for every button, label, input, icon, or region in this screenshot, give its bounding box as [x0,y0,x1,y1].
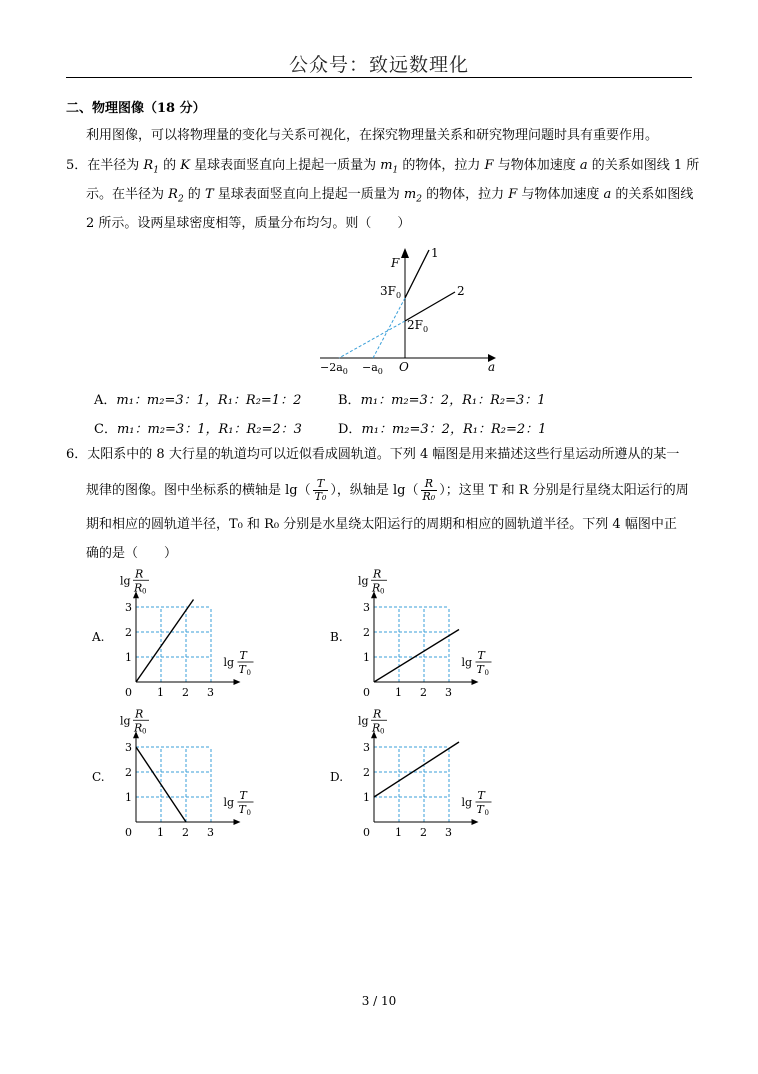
graph-data-line [374,630,459,683]
y-tick-label: 2 [363,766,370,779]
graph-option-letter: A. [92,630,105,644]
q5-option-a[interactable]: A．m₁：m₂=3：1，R₁：R₂=1：2 [94,393,302,408]
q5-dashed-line-1 [373,298,405,358]
x-axis-numerator: T [477,789,485,802]
x-axis-denominator-sub: 0 [246,669,251,677]
section-title: 二、物理图像（18 分） [66,101,206,116]
x-axis-denominator-sub: 0 [484,669,489,677]
y-axis-numerator: R [373,707,382,721]
x-axis-numerator: T [239,649,247,662]
q5-y-arrow [401,248,409,258]
x-axis-lg-label: lg [223,656,235,669]
q6-line-1: 6．太阳系中的 8 大行星的轨道均可以近似看成圆轨道。下列 4 幅图是用来描述这些行星运动所遵从的某一 [66,447,680,462]
y-axis-numerator: R [135,707,144,721]
y-axis-numerator: R [135,567,144,581]
y-axis-denominator-sub: 0 [380,727,385,736]
y-tick-label: 1 [363,651,370,664]
y-tick-label: 2 [125,626,132,639]
page-header-title: 公众号：致远数理化 [288,54,469,76]
q6-graph-a[interactable] [88,567,278,703]
intro-paragraph: 利用图像，可以将物理量的变化与关系可视化，在探究物理量关系和研究物理问题时具有重要作用。 [86,128,659,143]
x-axis-lg-label: lg [461,656,473,669]
graph-option-letter: C. [92,770,105,784]
y-axis-denominator-sub: 0 [380,587,385,596]
y-axis-numerator: R [373,567,382,581]
x-axis-denominator: T [476,663,484,676]
y-axis-lg-label: lg [358,714,369,728]
y-tick-label: 1 [363,791,370,804]
y-axis-lg-label: lg [120,714,131,728]
y-tick-label: 1 [125,651,132,664]
x-axis-lg-label: lg [461,796,473,809]
graph-option-letter: D. [330,770,344,784]
x-axis-numerator: T [477,649,485,662]
x-axis-denominator: T [238,663,246,676]
x-axis-denominator-sub: 0 [246,809,251,817]
x-axis-denominator: T [476,803,484,816]
y-axis-denominator: R [372,581,381,595]
y-tick-label: 3 [363,741,370,754]
x-axis-arrow [234,819,241,825]
y-tick-label: 2 [363,626,370,639]
q5-option-c[interactable]: C．m₁：m₂=3：1，R₁：R₂=2：3 [94,422,302,437]
x-axis-denominator: T [238,803,246,816]
x-tick-label: 0 [125,826,132,839]
y-axis-denominator: R [134,581,143,595]
x-tick-label: 3 [445,686,452,699]
x-tick-label: 2 [182,686,189,699]
graph-data-line [136,600,194,683]
x-tick-label: 1 [157,686,164,699]
q6-graph-b[interactable] [326,567,516,703]
q6-line-3: 期和相应的圆轨道半径，T₀ 和 R₀ 分别是水星绕太阳运行的周期和相应的圆轨道半径。下列 4 幅图中正 [86,517,677,532]
x-tick-label: 3 [207,826,214,839]
q5-force-acceleration-graph [310,240,500,380]
q6-number: 6． [66,447,88,462]
header-divider [66,77,692,78]
x-axis-numerator: T [239,789,247,802]
q5-line-3: 2 所示。设两星球密度相等，质量分布均匀。则（ ） [86,216,411,231]
y-tick-label: 3 [125,601,132,614]
y-axis-denominator-sub: 0 [142,587,147,596]
y-tick-label: 3 [125,741,132,754]
x-tick-label: 1 [157,826,164,839]
y-tick-label: 3 [363,601,370,614]
q6-graph-d[interactable] [326,707,516,843]
x-tick-label: 2 [420,826,427,839]
page-number: 3 / 10 [361,994,397,1008]
q5-y-label: F [391,256,400,270]
x-axis-arrow [234,679,241,685]
q6-graph-c[interactable] [88,707,278,843]
q5-origin-label: O [399,360,409,374]
x-axis-arrow [472,679,479,685]
y-axis-denominator: R [134,721,143,735]
q5-option-d[interactable]: D．m₁：m₂=3：2，R₁：R₂=2：1 [338,422,547,437]
x-tick-label: 1 [395,826,402,839]
q5-option-b[interactable]: B．m₁：m₂=3：2，R₁：R₂=3：1 [338,393,546,408]
x-tick-label: 2 [182,826,189,839]
x-tick-label: 0 [363,686,370,699]
y-axis-lg-label: lg [358,574,369,588]
q5-number: 5． [66,158,88,173]
y-axis-denominator-sub: 0 [142,727,147,736]
y-tick-label: 1 [125,791,132,804]
x-tick-label: 3 [207,686,214,699]
q5-dashed-line-2 [339,321,405,358]
q5-2f0-label: $2F_0$ [407,318,429,334]
y-axis-lg-label: lg [120,574,131,588]
q5-line-2-graph [405,292,455,321]
x-axis-denominator-sub: 0 [484,809,489,817]
q5-line-2: 示。在半径为 $R_2$ 的 T 星球表面竖直向上提起一质量为 $m_2$ 的物体，拉力 F 与物体加速度 a 的关系如图线 [86,187,694,205]
q5-line2-label: 2 [457,284,465,298]
q5-3f0-label: $3F_0$ [380,284,402,300]
q5-neg2a0-label: $-2a_0$ [320,361,348,376]
q5-line1-label: 1 [431,246,439,260]
graph-option-letter: B. [330,630,343,644]
q6-fraction-t: $\frac{T}{\text{T₀}}$ [314,477,327,503]
x-axis-lg-label: lg [223,796,235,809]
q5-nega0-label: $-a_0$ [362,361,383,376]
q6-line-2: 规律的图像。图中坐标系的横轴是 lg（ $\frac{T}{\text{T₀}}$ ），纵轴是 lg（ $\frac{R}{\text{R₀}}$ ）；这里 T 和 R 分别是行星绕太阳运行的周 [86,477,689,503]
x-tick-label: 3 [445,826,452,839]
q5-x-label: a [488,360,496,374]
y-axis-denominator: R [372,721,381,735]
x-axis-arrow [472,819,479,825]
x-tick-label: 2 [420,686,427,699]
x-tick-label: 0 [125,686,132,699]
q6-fraction-r: $\frac{R}{\text{R₀}}$ [422,477,436,503]
y-tick-label: 2 [125,766,132,779]
q6-line-4: 确的是（ ） [86,546,178,561]
q5-line-1: 5．在半径为 $R_1$ 的 K 星球表面竖直向上提起一质量为 $m_1$ 的物体，拉力 F 与物体加速度 a 的关系如图线 1 所 [66,158,700,176]
graph-data-line [374,742,459,797]
x-tick-label: 0 [363,826,370,839]
x-tick-label: 1 [395,686,402,699]
